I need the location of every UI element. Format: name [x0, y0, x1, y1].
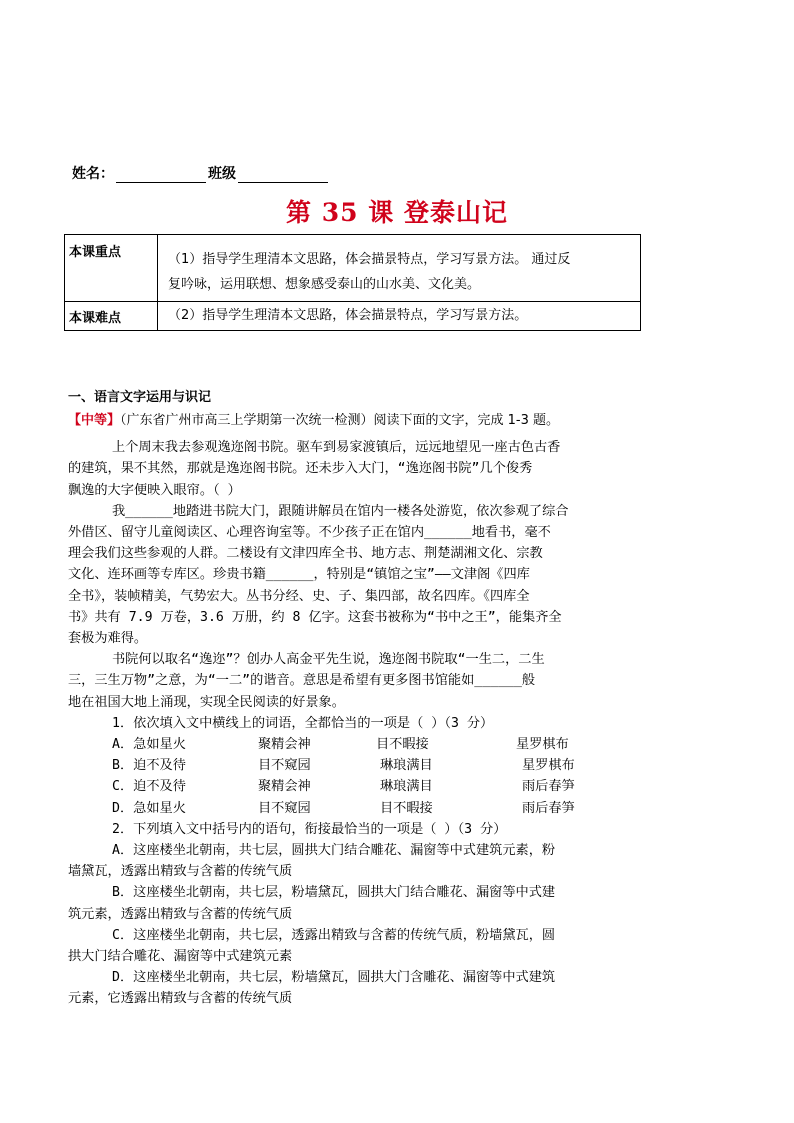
q1-option-a-word4: 星罗棋布	[516, 737, 569, 753]
key-points-text	[158, 235, 641, 302]
lesson-title: 第 35 课 登泰山记	[286, 198, 508, 227]
q1-option	[68, 776, 724, 797]
q1-option-b-word4: 星罗棋布	[522, 758, 575, 774]
lesson-focus-table	[64, 234, 641, 331]
difficulty-text: （2）指导学生理清本文思路，体会描景特点，学习写景方法。	[158, 302, 641, 331]
q1-option-c-word1: C．迫不及待	[112, 779, 186, 795]
name-label: 姓名：	[72, 166, 114, 182]
key-points-label: 本课重点	[65, 235, 158, 302]
paragraph-line: 全书》，装帧精美，气势宏大。丛书分经、史、子、集四部，故名四库。《四库全	[68, 588, 530, 604]
class-label: 班级	[208, 166, 236, 182]
q1-option-a-word1: A．急如星火	[112, 737, 186, 753]
paragraph-line: 地在祖国大地上涌现，实现全民阅读的好景象。	[68, 694, 345, 710]
q1-option-d-word4: 雨后春笋	[522, 800, 575, 816]
exercise-source: （广东省广州市高三上学期第一次统一检测）阅读下面的文字，完成 1-3 题。	[120, 413, 560, 428]
question-2-stem: 2．下列填入文中括号内的语句，衔接最恰当的一项是（ ）（3 分）	[112, 821, 507, 837]
paragraph-line: 上个周末我去参观逸迩阁书院。驱车到易家渡镇后，远远地望见一座古色古香	[112, 440, 561, 456]
paragraph-line: 我______地踏进书院大门，跟随讲解员在馆内一楼各处游览，依次参观了综合	[112, 503, 569, 519]
q2-option-line: C．这座楼坐北朝南，共七层，透露出精致与含蓄的传统气质，粉墙黛瓦，圆	[112, 927, 556, 943]
difficulty-label: 本课难点	[65, 302, 158, 331]
paragraph-line: 的建筑，果不其然，那就是逸迩阁书院。还未步入大门，“逸迩阁书院”几个俊秀	[68, 461, 533, 477]
q1-option-b-word1: B．迫不及待	[112, 758, 186, 774]
paragraph-line: 三，三生万物”之意，为“一二”的谐音。意思是希望有更多图书馆能如______般	[68, 673, 536, 689]
paragraph-line: 文化、连环画等专库区。珍贵书籍______，特别是“镇馆之宝”——文津阁《四库	[68, 567, 530, 583]
q1-option-c-word3: 琳琅满目	[380, 779, 433, 795]
key-points-row	[65, 235, 641, 302]
exercise-content	[68, 410, 724, 1010]
q2-option-line: 墙黛瓦，透露出精致与含蓄的传统气质	[68, 864, 293, 880]
q2-option-line: D．这座楼坐北朝南，共七层，粉墙黛瓦，圆拱大门含雕花、漏窗等中式建筑	[112, 970, 556, 986]
q2-option-line: 元素，它透露出精致与含蓄的传统气质	[68, 991, 293, 1007]
paragraph-line: 理会我们这些参观的人群。二楼设有文津四库全书、地方志、荆楚湖湘文化、宗教	[68, 546, 543, 562]
q1-option-c-word4: 雨后春笋	[522, 779, 575, 795]
question-1-options	[68, 734, 724, 819]
name-blank	[116, 168, 206, 183]
q2-option-line: 拱大门结合雕花、漏窗等中式建筑元素	[68, 949, 293, 965]
q1-option-a-word3: 目不暇接	[376, 737, 429, 753]
question-1-stem: 1．依次填入文中横线上的词语，全都恰当的一项是（ ）（3 分）	[112, 715, 494, 731]
name-class-line	[72, 163, 328, 183]
q1-option-b-word2: 目不窥园	[258, 758, 311, 774]
q1-option-a-word2: 聚精会神	[258, 737, 311, 753]
section-heading: 一、语言文字运用与识记	[68, 390, 212, 405]
q1-option-d-word1: D．急如星火	[112, 800, 186, 816]
paragraph-line: 书院何以取名“逸迩”？创办人高金平先生说，逸迩阁书院取“一生二，二生	[112, 652, 545, 668]
difficulty-level-tag: 【中等】	[68, 413, 121, 428]
q1-option	[68, 798, 724, 819]
key-points-line: （1）指导学生理清本文思路，体会描景特点，学习写景方法。 通过反	[168, 252, 571, 267]
q1-option-d-word2: 目不窥园	[258, 800, 311, 816]
difficulty-row	[65, 302, 641, 331]
q2-option-line: 筑元素，透露出精致与含蓄的传统气质	[68, 906, 293, 922]
paragraph-line: 套极为难得。	[68, 631, 148, 647]
q1-option	[68, 755, 724, 776]
exercise-intro	[68, 410, 724, 431]
paragraph-line: 外借区、留守儿童阅读区、心理咨询室等。不少孩子正在馆内______地看书，毫不	[68, 525, 551, 541]
q2-option-line: B．这座楼坐北朝南，共七层，粉墙黛瓦，圆拱大门结合雕花、漏窗等中式建	[112, 885, 556, 901]
q1-option-d-word3: 目不暇接	[380, 800, 433, 816]
q1-option	[68, 734, 724, 755]
q2-option-line: A．这座楼坐北朝南，共七层，圆拱大门结合雕花、漏窗等中式建筑元素，粉	[112, 843, 556, 859]
question-2-options	[68, 840, 724, 1010]
q1-option-c-word2: 聚精会神	[258, 779, 311, 795]
class-blank	[238, 168, 328, 183]
paragraph-line: 书》共有 7.9 万卷，3.6 万册，约 8 亿字。这套书被称为“书中之王”，能集齐全	[68, 609, 562, 625]
paragraph-line: 飘逸的大字便映入眼帘。（ ）	[68, 482, 241, 498]
q1-option-b-word3: 琳琅满目	[380, 758, 433, 774]
key-points-line: 复吟咏，运用联想、想象感受泰山的山水美、文化美。	[168, 277, 481, 292]
